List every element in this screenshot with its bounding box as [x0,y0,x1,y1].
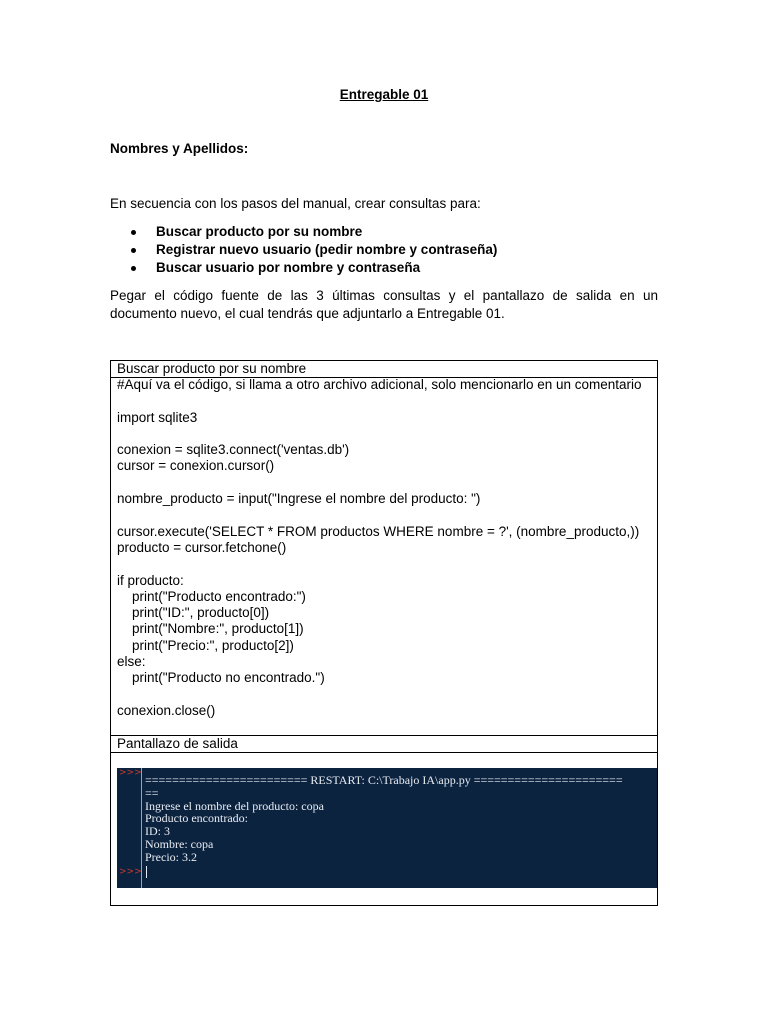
document-title: Entregable 01 [339,87,429,102]
divider [111,752,657,753]
intro-text: En secuencia con los pasos del manual, crear consultas para: [110,196,481,211]
names-label: Nombres y Apellidos: [110,141,249,156]
table-header: Buscar producto por su nombre [117,361,307,376]
code-cell: #Aquí va el código, si llama a otro archivo adicional, solo mencionarlo en un comentario import sqlite3 conexion = sqlite3.connect('ventas.db') cursor = conexion.cursor() nombre_producto = input("Ingrese el nombre del producto: ") cursor.execute('SELECT * FROM productos WHERE nombre = ?', (nombre_producto,)) producto = cursor.fetchone() if producto: print("Producto encontrado:") print("ID:", producto[0]) print("Nombre:", producto[1]) print("Precio:", producto[2]) else: print("Producto no encontrado.") conexion.close() [117,377,642,718]
output-label: Pantallazo de salida [117,736,238,751]
text-cursor [146,866,147,878]
list-item [110,223,497,241]
shell-prompt: >>> [119,768,142,778]
list-item [110,241,497,259]
shell-output: ======================== RESTART: C:\Trabajo IA\app.py ====================== == Ingrese el nombre del producto: copa Producto encontrado: ID: 3 Nombre: copa Precio: 3.2 [145,773,623,864]
output-screenshot [117,768,657,888]
list-item [110,259,497,277]
list-item-label: Buscar usuario por nombre y contraseña [156,260,421,275]
bullet-icon [131,266,136,271]
task-list [110,223,497,277]
bullet-icon [131,248,136,253]
shell-gutter [117,768,142,888]
instructions-paragraph: Pegar el código fuente de las 3 últimas consultas y el pantallazo de salida en un documento nuevo, el cual tendrás que adjuntarlo a Entregable 01. [110,288,658,321]
list-item-label: Buscar producto por su nombre [156,224,363,239]
shell-prompt: >>> [119,867,142,877]
answer-table [110,360,658,906]
list-item-label: Registrar nuevo usuario (pedir nombre y contraseña) [156,242,498,257]
bullet-icon [131,230,136,235]
